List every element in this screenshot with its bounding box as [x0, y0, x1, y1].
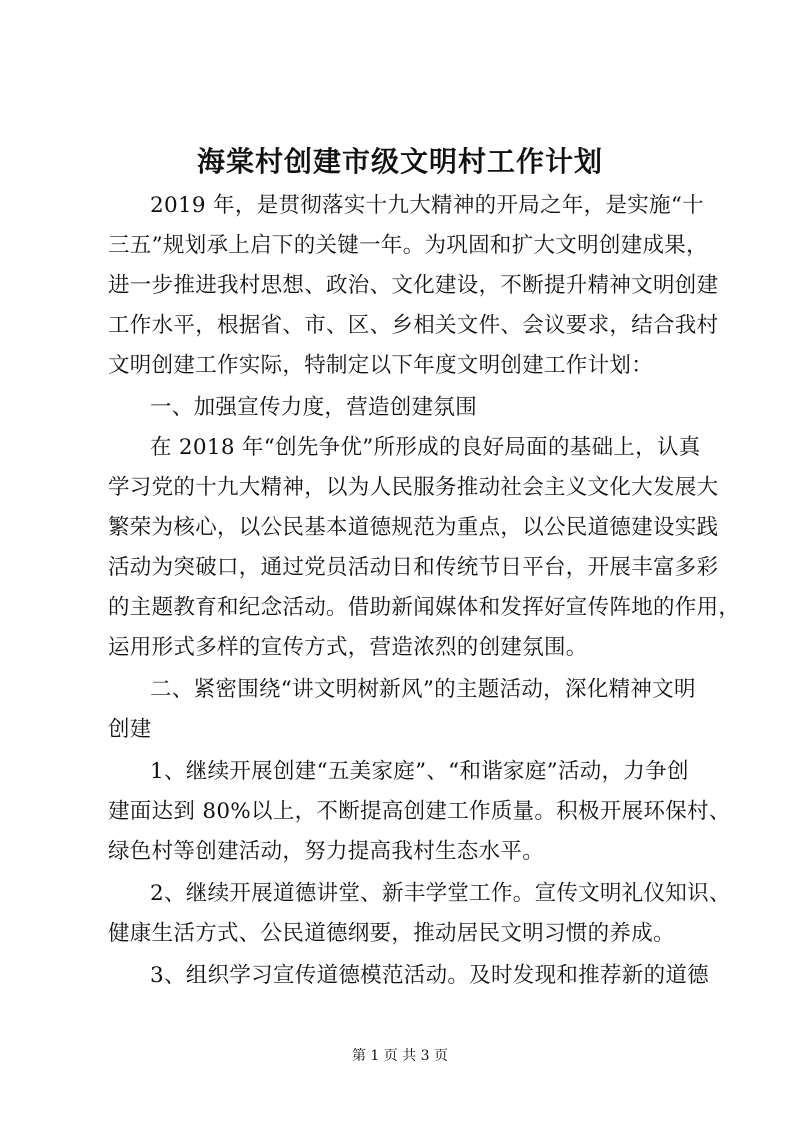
body-line: 的主题教育和纪念活动。借助新闻媒体和发挥好宣传阵地的作用， [108, 595, 741, 620]
body-line: 在 2018 年“创先争优”所形成的良好局面的基础上，认真 [150, 435, 701, 460]
body-line: 学习党的十九大精神，以为人民服务推动社会主义文化大发展大 [108, 475, 719, 500]
body-line: 活动为突破口，通过党员活动日和传统节日平台，开展丰富多彩 [108, 555, 719, 580]
body-line: 2、继续开展道德讲堂、新丰学堂工作。宣传文明礼仪知识、 [150, 881, 731, 906]
document-title: 海棠村创建市级文明村工作计划 [196, 145, 603, 178]
body-line: 绿色村等创建活动，努力提高我村生态水平。 [108, 839, 545, 864]
section-heading-continued: 创建 [108, 717, 152, 742]
body-line: 文明创建工作实际，特制定以下年度文明创建工作计划： [108, 353, 654, 378]
body-line: 工作水平，根据省、市、区、乡相关文件、会议要求，结合我村 [108, 313, 719, 338]
body-line: 3、组织学习宣传道德模范活动。及时发现和推荐新的道德 [150, 963, 709, 988]
body-line: 运用形式多样的宣传方式，营造浓烈的创建氛围。 [108, 635, 588, 660]
section-heading: 二、紧密围绕“讲文明树新风”的主题活动，深化精神文明 [150, 677, 696, 702]
page-number: 第 1 页 共 3 页 [351, 1048, 449, 1064]
body-line: 繁荣为核心，以公民基本道德规范为重点，以公民道德建设实践 [108, 515, 719, 540]
section-heading: 一、加强宣传力度，营造创建氛围 [150, 395, 478, 420]
body-line: 三五”规划承上启下的关键一年。为巩固和扩大文明创建成果， [108, 233, 708, 258]
body-line: 2019 年，是贯彻落实十九大精神的开局之年，是实施“十 [150, 193, 704, 218]
body-line: 1、继续开展创建“五美家庭”、“和谐家庭”活动，力争创 [150, 759, 689, 784]
body-line: 进一步推进我村思想、政治、文化建设，不断提升精神文明创建 [108, 273, 719, 298]
body-line: 健康生活方式、公民道德纲要，推动居民文明习惯的养成。 [108, 921, 675, 946]
body-line: 建面达到 80%以上，不断提高创建工作质量。积极开展环保村、 [108, 799, 731, 824]
